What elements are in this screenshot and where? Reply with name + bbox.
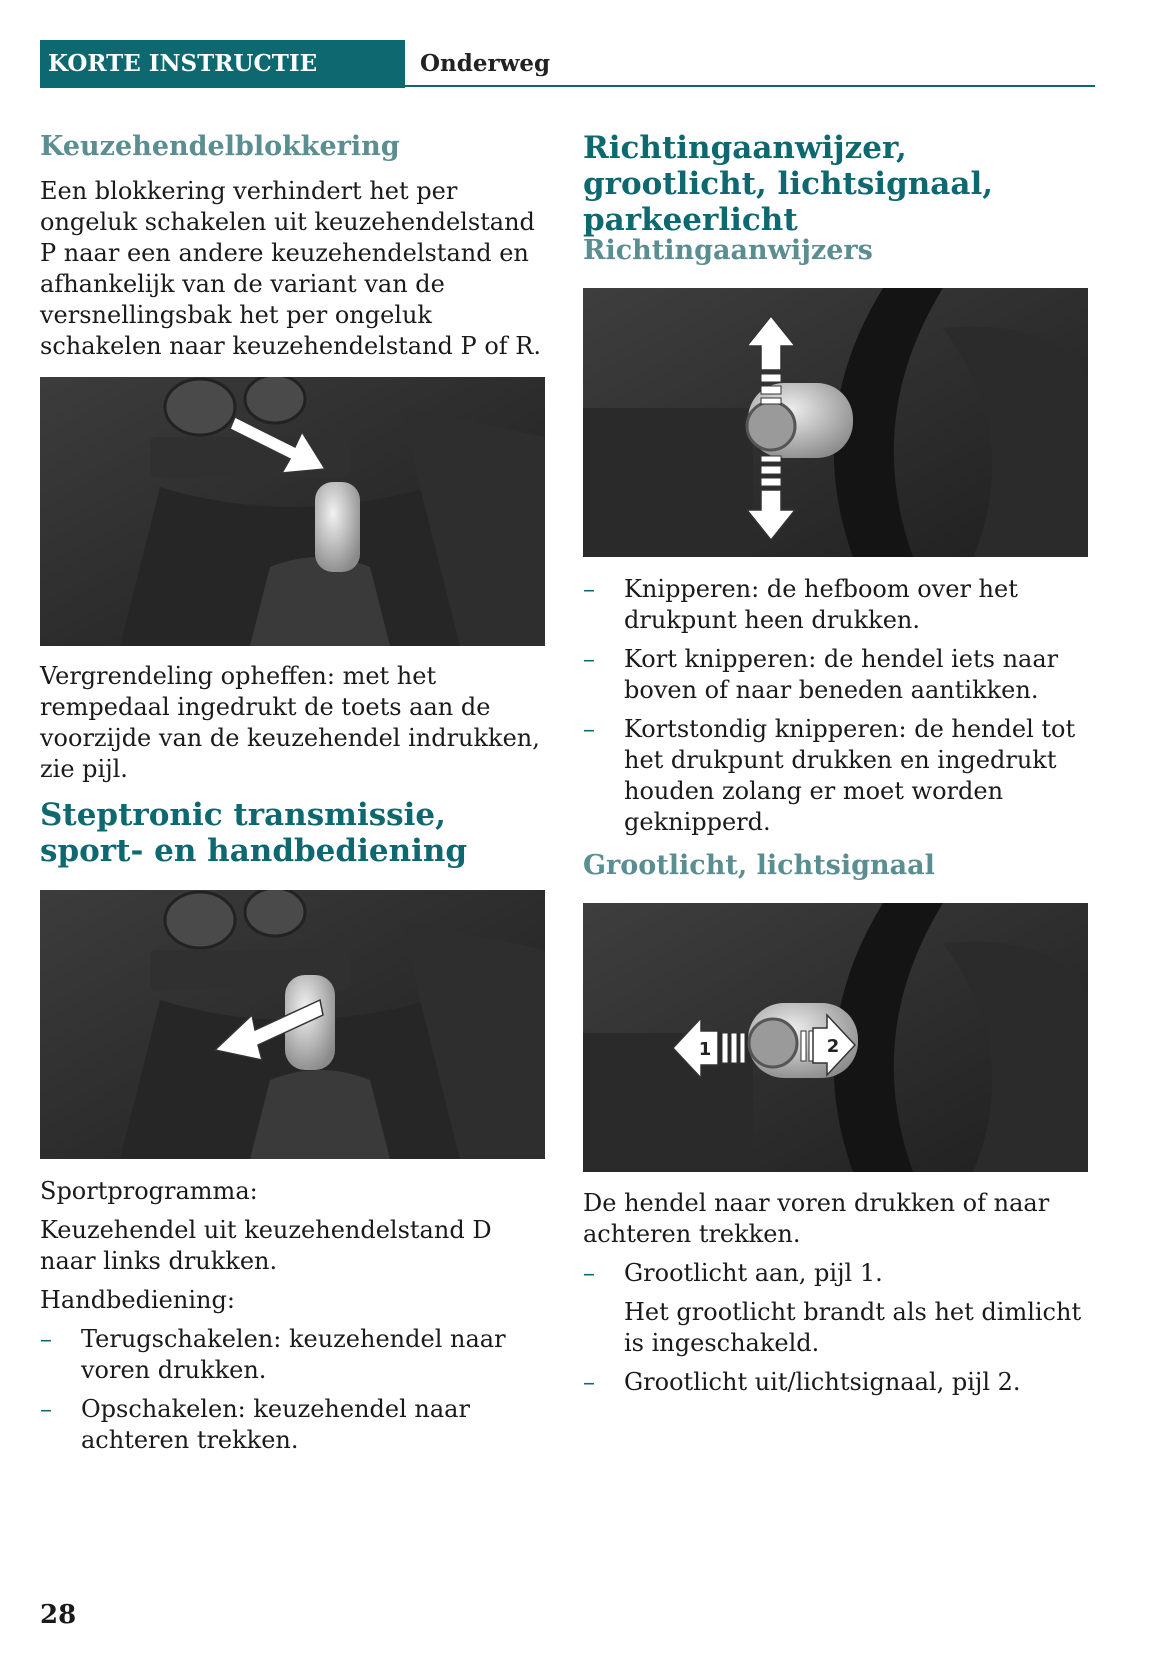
- arrow-label-1: 1: [698, 1039, 712, 1060]
- heading-steptronic: Steptronic transmissie, sport- en handbediening: [40, 797, 468, 869]
- list-item-text: Knipperen: de hefboom over het drukpunt heen drukken.: [624, 575, 1018, 634]
- list-item: [40, 1394, 545, 1456]
- list-item-text: Kortstondig knipperen: de hendel tot het drukpunt drukken en ingedrukt houden zolang er moet worden geknipperd.: [624, 715, 1076, 836]
- text-selector-lock: Een blokkering verhindert het per ongeluk schakelen uit keuzehendelstand P naar een andere keuzehendelstand en afhankelijk van de variant van de versnellingsbak het per ongeluk schakelen naar keuzehendelstand P of R.: [40, 177, 541, 360]
- sport-text: Keuzehendel uit keuzehendelstand D naar links drukken.: [40, 1216, 492, 1275]
- sport-and-manual-block: [40, 1176, 545, 1464]
- list-item-text: Grootlicht aan, pijl 1.: [624, 1259, 883, 1287]
- dash-bullet: –: [583, 715, 595, 743]
- header-rule: [405, 85, 1095, 87]
- list-item: [583, 644, 1088, 706]
- turn-signal-list-block: [583, 574, 1088, 846]
- manual-list: [40, 1324, 545, 1456]
- list-item-text: Terugschakelen: keuzehendel naar voren drukken.: [81, 1325, 506, 1384]
- text-unlock: Vergrendeling opheffen: met het rempedaal ingedrukt de toets aan de voorzijde van de keuzehendel indrukken, zie pijl.: [40, 662, 540, 783]
- high-beam-block: [583, 1188, 1088, 1406]
- gear-lever-lock-image: [40, 377, 545, 646]
- turn-signal-list: [583, 574, 1088, 838]
- list-item-text: Kort knipperen: de hendel iets naar boven of naar beneden aantikken.: [624, 645, 1059, 704]
- dash-bullet: –: [583, 1259, 595, 1287]
- manual-label: Handbediening:: [40, 1286, 235, 1314]
- high-beam-list: [583, 1258, 1088, 1398]
- dash-bullet: –: [583, 1368, 595, 1396]
- paragraph-unlock: [40, 661, 545, 793]
- list-item: [583, 1258, 1088, 1359]
- heading-high-beam: Grootlicht, lichtsignaal: [583, 850, 935, 881]
- high-beam-text: De hendel naar voren drukken of naar achteren trekken.: [583, 1189, 1050, 1248]
- section-label: KORTE INSTRUCTIE: [40, 40, 405, 88]
- dash-bullet: –: [583, 645, 595, 673]
- arrow-label-2: 2: [826, 1036, 840, 1057]
- heading-lights: Richtingaanwijzer, grootlicht, lichtsignaal, parkeerlicht: [583, 130, 994, 238]
- heading-turn-signals: Richtingaanwijzers: [583, 235, 873, 266]
- list-item: [583, 1367, 1088, 1398]
- list-item-text: Grootlicht uit/lichtsignaal, pijl 2.: [624, 1368, 1021, 1396]
- page-number: 28: [40, 1600, 77, 1630]
- list-item: [583, 714, 1088, 838]
- heading-selector-lock: Keuzehendelblokkering: [40, 131, 400, 162]
- dash-bullet: –: [40, 1395, 52, 1423]
- gear-lever-sport-image: [40, 890, 545, 1159]
- list-item: [583, 574, 1088, 636]
- list-item-subtext: Het grootlicht brandt als het dimlicht is ingeschakeld.: [624, 1298, 1082, 1357]
- turn-signal-stalk-image: [583, 288, 1088, 557]
- dash-bullet: –: [40, 1325, 52, 1353]
- sport-label: Sportprogramma:: [40, 1177, 258, 1205]
- list-item-text: Opschakelen: keuzehendel naar achteren trekken.: [81, 1395, 470, 1454]
- high-beam-stalk-image: [583, 903, 1088, 1172]
- dash-bullet: –: [583, 575, 595, 603]
- paragraph-selector-lock: [40, 176, 545, 370]
- page-title: Onderweg: [420, 50, 551, 77]
- list-item: [40, 1324, 545, 1386]
